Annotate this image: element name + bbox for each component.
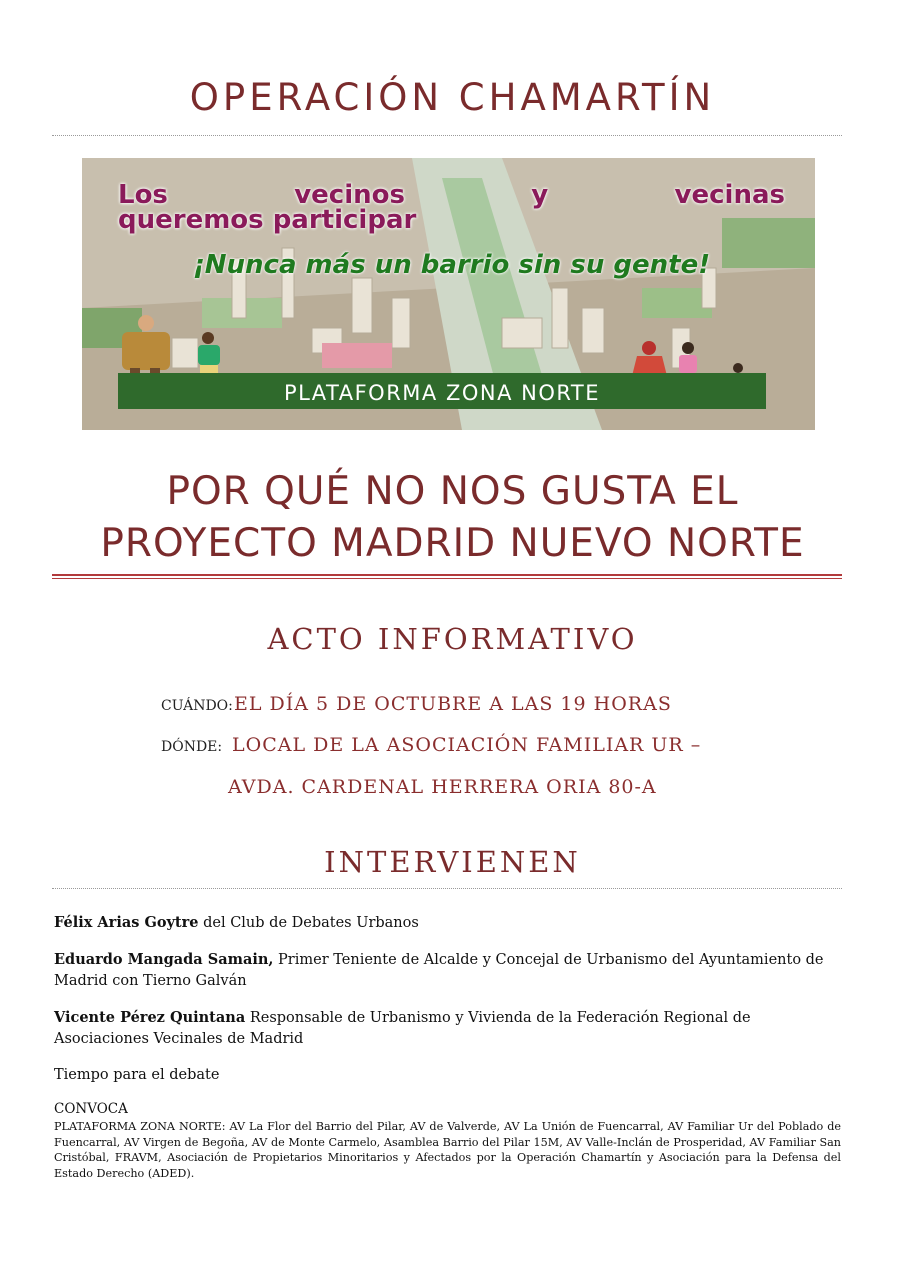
speaker-item [54, 1007, 844, 1050]
when-value: EL DÍA 5 DE OCTUBRE A LAS 19 HORAS [234, 693, 672, 715]
headline-divider [52, 574, 842, 579]
speaker-item [54, 912, 844, 934]
where-value-line-1: LOCAL DE LA ASOCIACIÓN FAMILIAR UR – [232, 734, 702, 756]
platform-name-bar: PLATAFORMA ZONA NORTE [118, 373, 766, 409]
speaker-name: Eduardo Mangada Samain, [54, 951, 274, 968]
banner-headline: Los vecinos y vecinas [118, 180, 785, 210]
speaker-name: Vicente Pérez Quintana [54, 1009, 246, 1026]
speakers-list [54, 912, 844, 1101]
headline-line-2: PROYECTO MADRID NUEVO NORTE [100, 521, 805, 566]
event-type-heading: ACTO INFORMATIVO [267, 622, 638, 656]
headline-line-1: POR QUÉ NO NOS GUSTA EL [166, 469, 739, 514]
banner-image [82, 158, 815, 430]
page-title: OPERACIÓN CHAMARTÍN [189, 76, 716, 119]
speakers-heading: INTERVIENEN [324, 845, 581, 879]
debate-note: Tiempo para el debate [54, 1067, 220, 1083]
speaker-name: Félix Arias Goytre [54, 914, 199, 931]
banner-subheadline: queremos participar [118, 205, 417, 235]
speaker-description: Responsable de Urbanismo y Vivienda de la Federación Regional de Asociaciones Vecinales de Madrid [54, 1010, 751, 1047]
speakers-divider [52, 888, 842, 889]
main-headline [0, 466, 905, 570]
banner-slogan: ¡Nunca más un barrio sin su gente! [192, 250, 711, 280]
speaker-description: del Club de Debates Urbanos [198, 915, 419, 931]
convoca-label: CONVOCA [54, 1101, 128, 1117]
where-value-line-2: AVDA. CARDENAL HERRERA ORIA 80-A [228, 776, 657, 798]
speaker-description: Primer Teniente de Alcalde y Concejal de Urbanismo del Ayuntamiento de Madrid con Tierno Galván [54, 952, 824, 989]
speaker-item [54, 949, 844, 992]
when-label: CUÁNDO: [161, 698, 233, 714]
where-label: DÓNDE: [161, 739, 223, 755]
convoca-organizations: PLATAFORMA ZONA NORTE: AV La Flor del Barrio del Pilar, AV de Valverde, AV La Unión de Fuencarral, AV Familiar Ur del Poblado de Fuencarral, AV Virgen de Begoña, AV de Monte Carmelo, Asamblea Barrio del Pilar 15M, AV Valle-Inclán de Prosperidad, AV Familiar San Cristóbal, FRAVM, Asociación de Propietarios Minoritarios y Afectados por la Operación Chamartín y Asociación para la Defensa del Estado Derecho (ADED). [54, 1120, 841, 1180]
title-divider [52, 135, 842, 136]
